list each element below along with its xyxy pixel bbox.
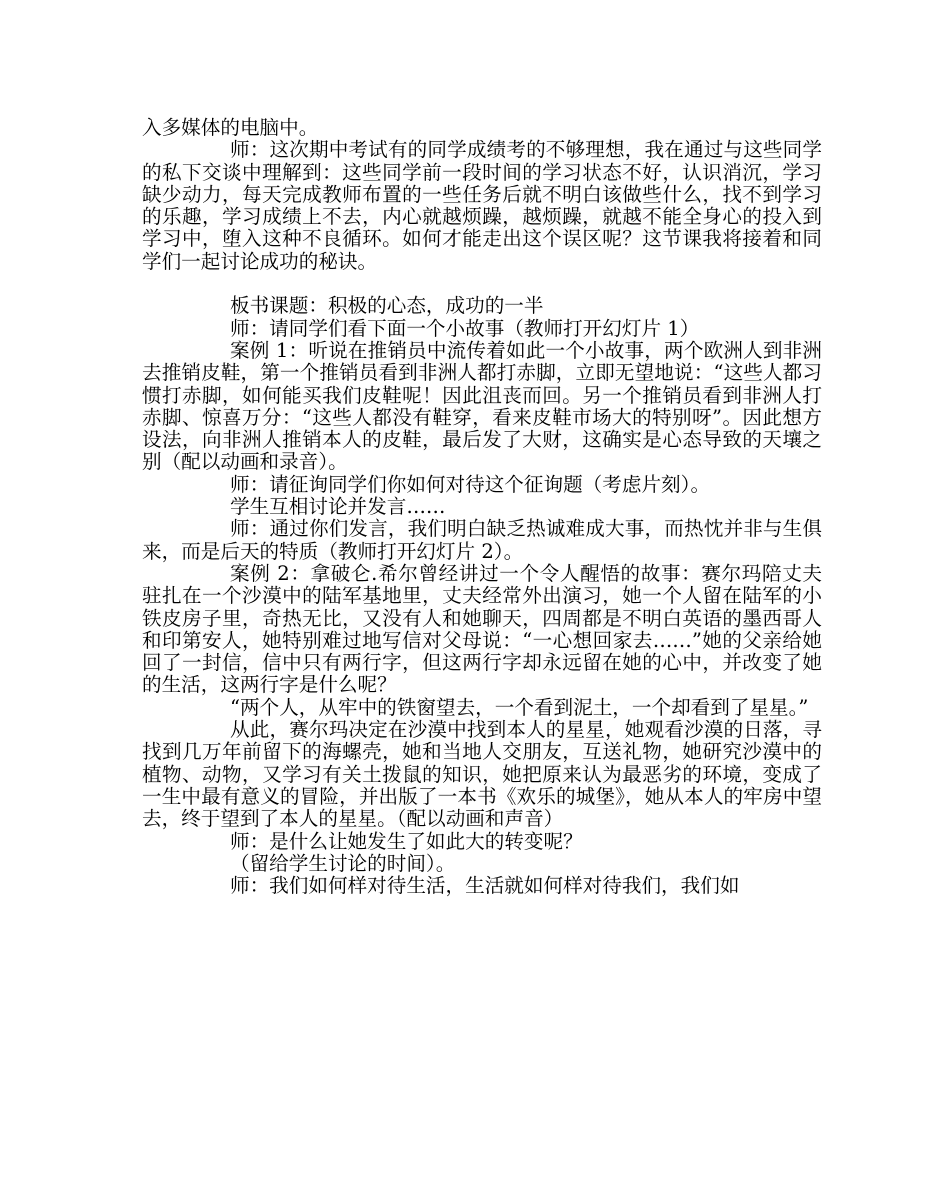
paragraph: 师：是什么让她发生了如此大的转变呢？	[230, 829, 583, 853]
paragraph: 师：这次期中考试有的同学成绩考的不够理想，我在通过与这些同学的私下交谈中理解到：这些同学前一段时间的学习状态不好，认识消沉，学习缺少动力，每天完成教师布置的一些任务后就不明白该做些什么，找不到学习的乐趣，学习成绩上不去，内心就越烦躁，越烦躁，就越不能全身心的投入到学习中，堕入这种不良循环。如何才能走出这个误区呢？这节课我将接着和同学们一起讨论成功的秘诀。	[142, 138, 822, 273]
paragraph: （留给学生讨论的时间）。	[230, 851, 456, 875]
paragraph: “两个人，从牢中的铁窗望去，一个看到泥土，一个却看到了星星。”	[230, 695, 809, 719]
paragraph: 师：通过你们发言，我们明白缺乏热诚难成大事，而热忱并非与生俱来，而是后天的特质（教师打开幻灯片 2）。	[142, 517, 822, 563]
paragraph: 从此，赛尔玛决定在沙漠中找到本人的星星，她观看沙漠的日落，寻找到几万年前留下的海螺壳，她和当地人交朋友，互送礼物，她研究沙漠中的植物、动物，又学习有关土拨鼠的知识，她把原来认为最恶劣的环境，变成了一生中最有意义的冒险，并出版了一本书《欢乐的城堡》，她从本人的牢房中望去，终于望到了本人的星星。（配以动画和声音）	[142, 718, 822, 831]
paragraph: 案例 2：拿破仑.希尔曾经讲过一个令人醒悟的故事：赛尔玛陪丈夫驻扎在一个沙漠中的陆军基地里，丈夫经常外出演习，她一个人留在陆军的小铁皮房子里，奇热无比，又没有人和她聊天，四周都是不明白英语的墨西哥人和印第安人，她特别难过地写信对父母说：“一心想回家去……”她的父亲给她回了一封信，信中只有两行字，但这两行字却永远留在她的心中，并改变了她的生活，这两行字是什么呢？	[142, 561, 822, 697]
document-body	[142, 117, 822, 897]
paragraph: 学生互相讨论并发言……	[230, 495, 446, 519]
blank-line	[142, 273, 822, 295]
paragraph: 师：请同学们看下面一个小故事（教师打开幻灯片 1）	[230, 316, 700, 340]
paragraph: 板书课题：积极的心态，成功的一半	[230, 294, 544, 318]
paragraph: 入多媒体的电脑中。	[142, 116, 319, 139]
paragraph: 案例 1：听说在推销员中流传着如此一个小故事，两个欧洲人到非洲去推销皮鞋，第一个推销员看到非洲人都打赤脚，立即无望地说：“这些人都习惯打赤脚，如何能买我们皮鞋呢！因此沮丧而回。另一个推销员看到非洲人打赤脚、惊喜万分：“这些人都没有鞋穿，看来皮鞋市场大的特别呀”。因此想方设法，向非洲人推销本人的皮鞋，最后发了大财，这确实是心态导致的天壤之别（配以动画和录音）。	[142, 338, 822, 474]
paragraph: 师：我们如何样对待生活，生活就如何样对待我们，我们如	[230, 874, 740, 898]
paragraph: 师：请征询同学们你如何对待这个征询题（考虑片刻）。	[230, 472, 711, 496]
